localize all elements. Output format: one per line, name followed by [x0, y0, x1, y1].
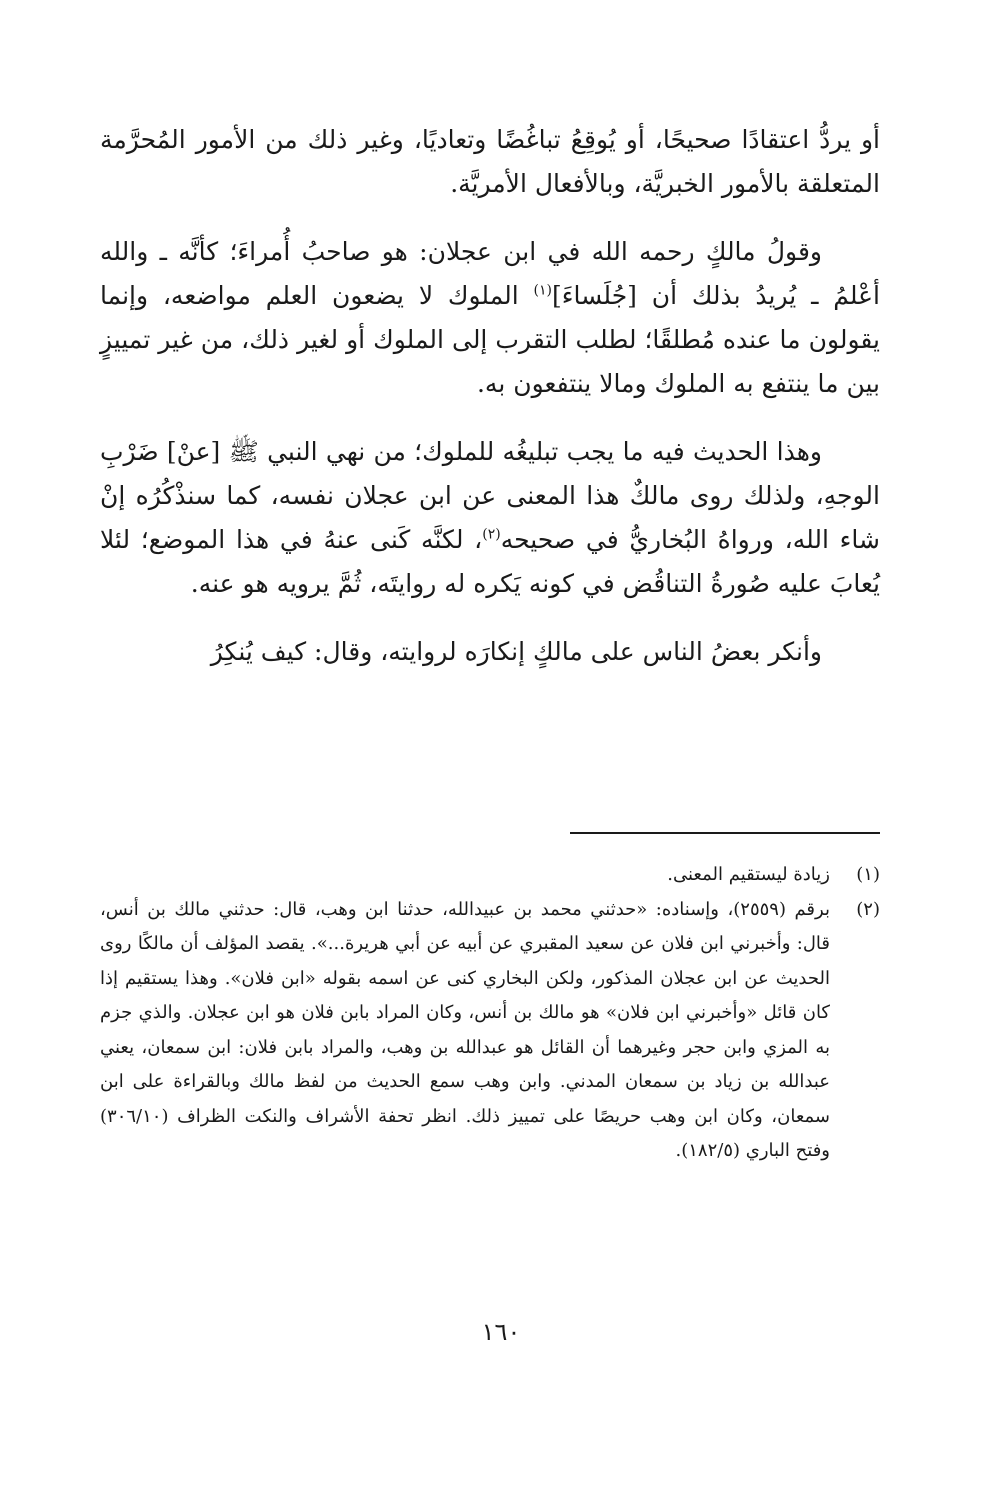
paragraph-1: أو يردُّ اعتقادًا صحيحًا، أو يُوقِعُ تباغُضًا وتعاديًا، وغير ذلك من الأمور المُحرَّمة المتعلقة بالأمور الخبريَّة، وبالأفعال الأمريَّة.: [100, 125, 880, 198]
paragraph-2: [100, 230, 880, 406]
footnote-number: (٢): [856, 898, 880, 920]
footnote-text: زيادة ليستقيم المعنى.: [667, 864, 830, 885]
footnote-ref-1: (١): [533, 282, 552, 299]
paragraph-3-text-b: ، لكنَّه كَنى عنهُ في هذا الموضع؛ لئلا يُعابَ عليه صُورةُ التناقُض في كونه يَكره له روايتَه، ثُمَّ يرويه هو عنه.: [100, 525, 880, 598]
footnote-separator: [570, 832, 880, 834]
footnote-1: [100, 858, 880, 893]
paragraph-2-text-a: وقولُ مالكٍ رحمه الله في ابن عجلان: هو صاحبُ أُمراءَ؛ كأنَّه ـ والله أعْلمُ ـ يُريدُ بذلك أن [جُلَساءَ]: [100, 237, 880, 310]
main-text: [100, 118, 880, 674]
paragraph-3: [100, 430, 880, 606]
paragraph-4: وأنكر بعضُ الناس على مالكٍ إنكارَه لروايته، وقال: كيف يُنكِرُ: [210, 637, 822, 666]
footnote-text: برقم (٢٥٥٩)، وإسناده: «حدثني محمد بن عبيدالله، حدثنا ابن وهب، قال: حدثني مالك بن أنس، قال: وأخبرني ابن فلان عن سعيد المقبري عن أبيه عن أبي هريرة...». يقصد المؤلف أن مالكًا روى الحديث عن ابن عجلان المذكور، ولكن البخاري كنى عن اسمه بقوله «ابن فلان». وهذا يستقيم إذا كان قائل «وأخبرني ابن فلان» هو مالك بن أنس، وكان المراد بابن فلان هو ابن عجلان. والذي جزم به المزي وابن حجر وغيرهما أن القائل هو عبدالله بن وهب، والمراد بابن فلان: ابن سمعان، يعني عبدالله بن زياد بن سمعان المدني. وابن وهب سمع الحديث من لفظ مالك وبالقراءة على ابن سمعان، وكان ابن وهب حريصًا على تمييز ذلك. انظر تحفة الأشراف والنكت الظراف (٣٠٦/١٠) وفتح الباري (١٨٢/٥).: [100, 898, 830, 1161]
footnote-ref-2: (٢): [482, 526, 501, 543]
footnote-number: (١): [856, 864, 880, 885]
footnote-2: [100, 893, 880, 1169]
footnotes: [100, 858, 880, 1169]
paragraph-2-text-b: الملوك لا يضعون العلم مواضعه، وإنما يقولون ما عنده مُطلقًا؛ لطلب التقرب إلى الملوك أو لغير ذلك، من غير تمييزٍ بين ما ينتفع به الملوك ومالا ينتفعون به.: [100, 281, 880, 398]
paragraph-3-text-a: وهذا الحديث فيه ما يجب تبليغُه للملوك؛ من نهي النبي ﷺ [عنْ] ضَرْبِ الوجهِ، ولذلك روى مالكٌ هذا المعنى عن ابن عجلان نفسه، كما سنذْكُرُه إنْ شاء الله، ورواهُ البُخاريُّ في صحيحه: [100, 437, 880, 554]
page-number: ١٦٠: [481, 1318, 521, 1346]
